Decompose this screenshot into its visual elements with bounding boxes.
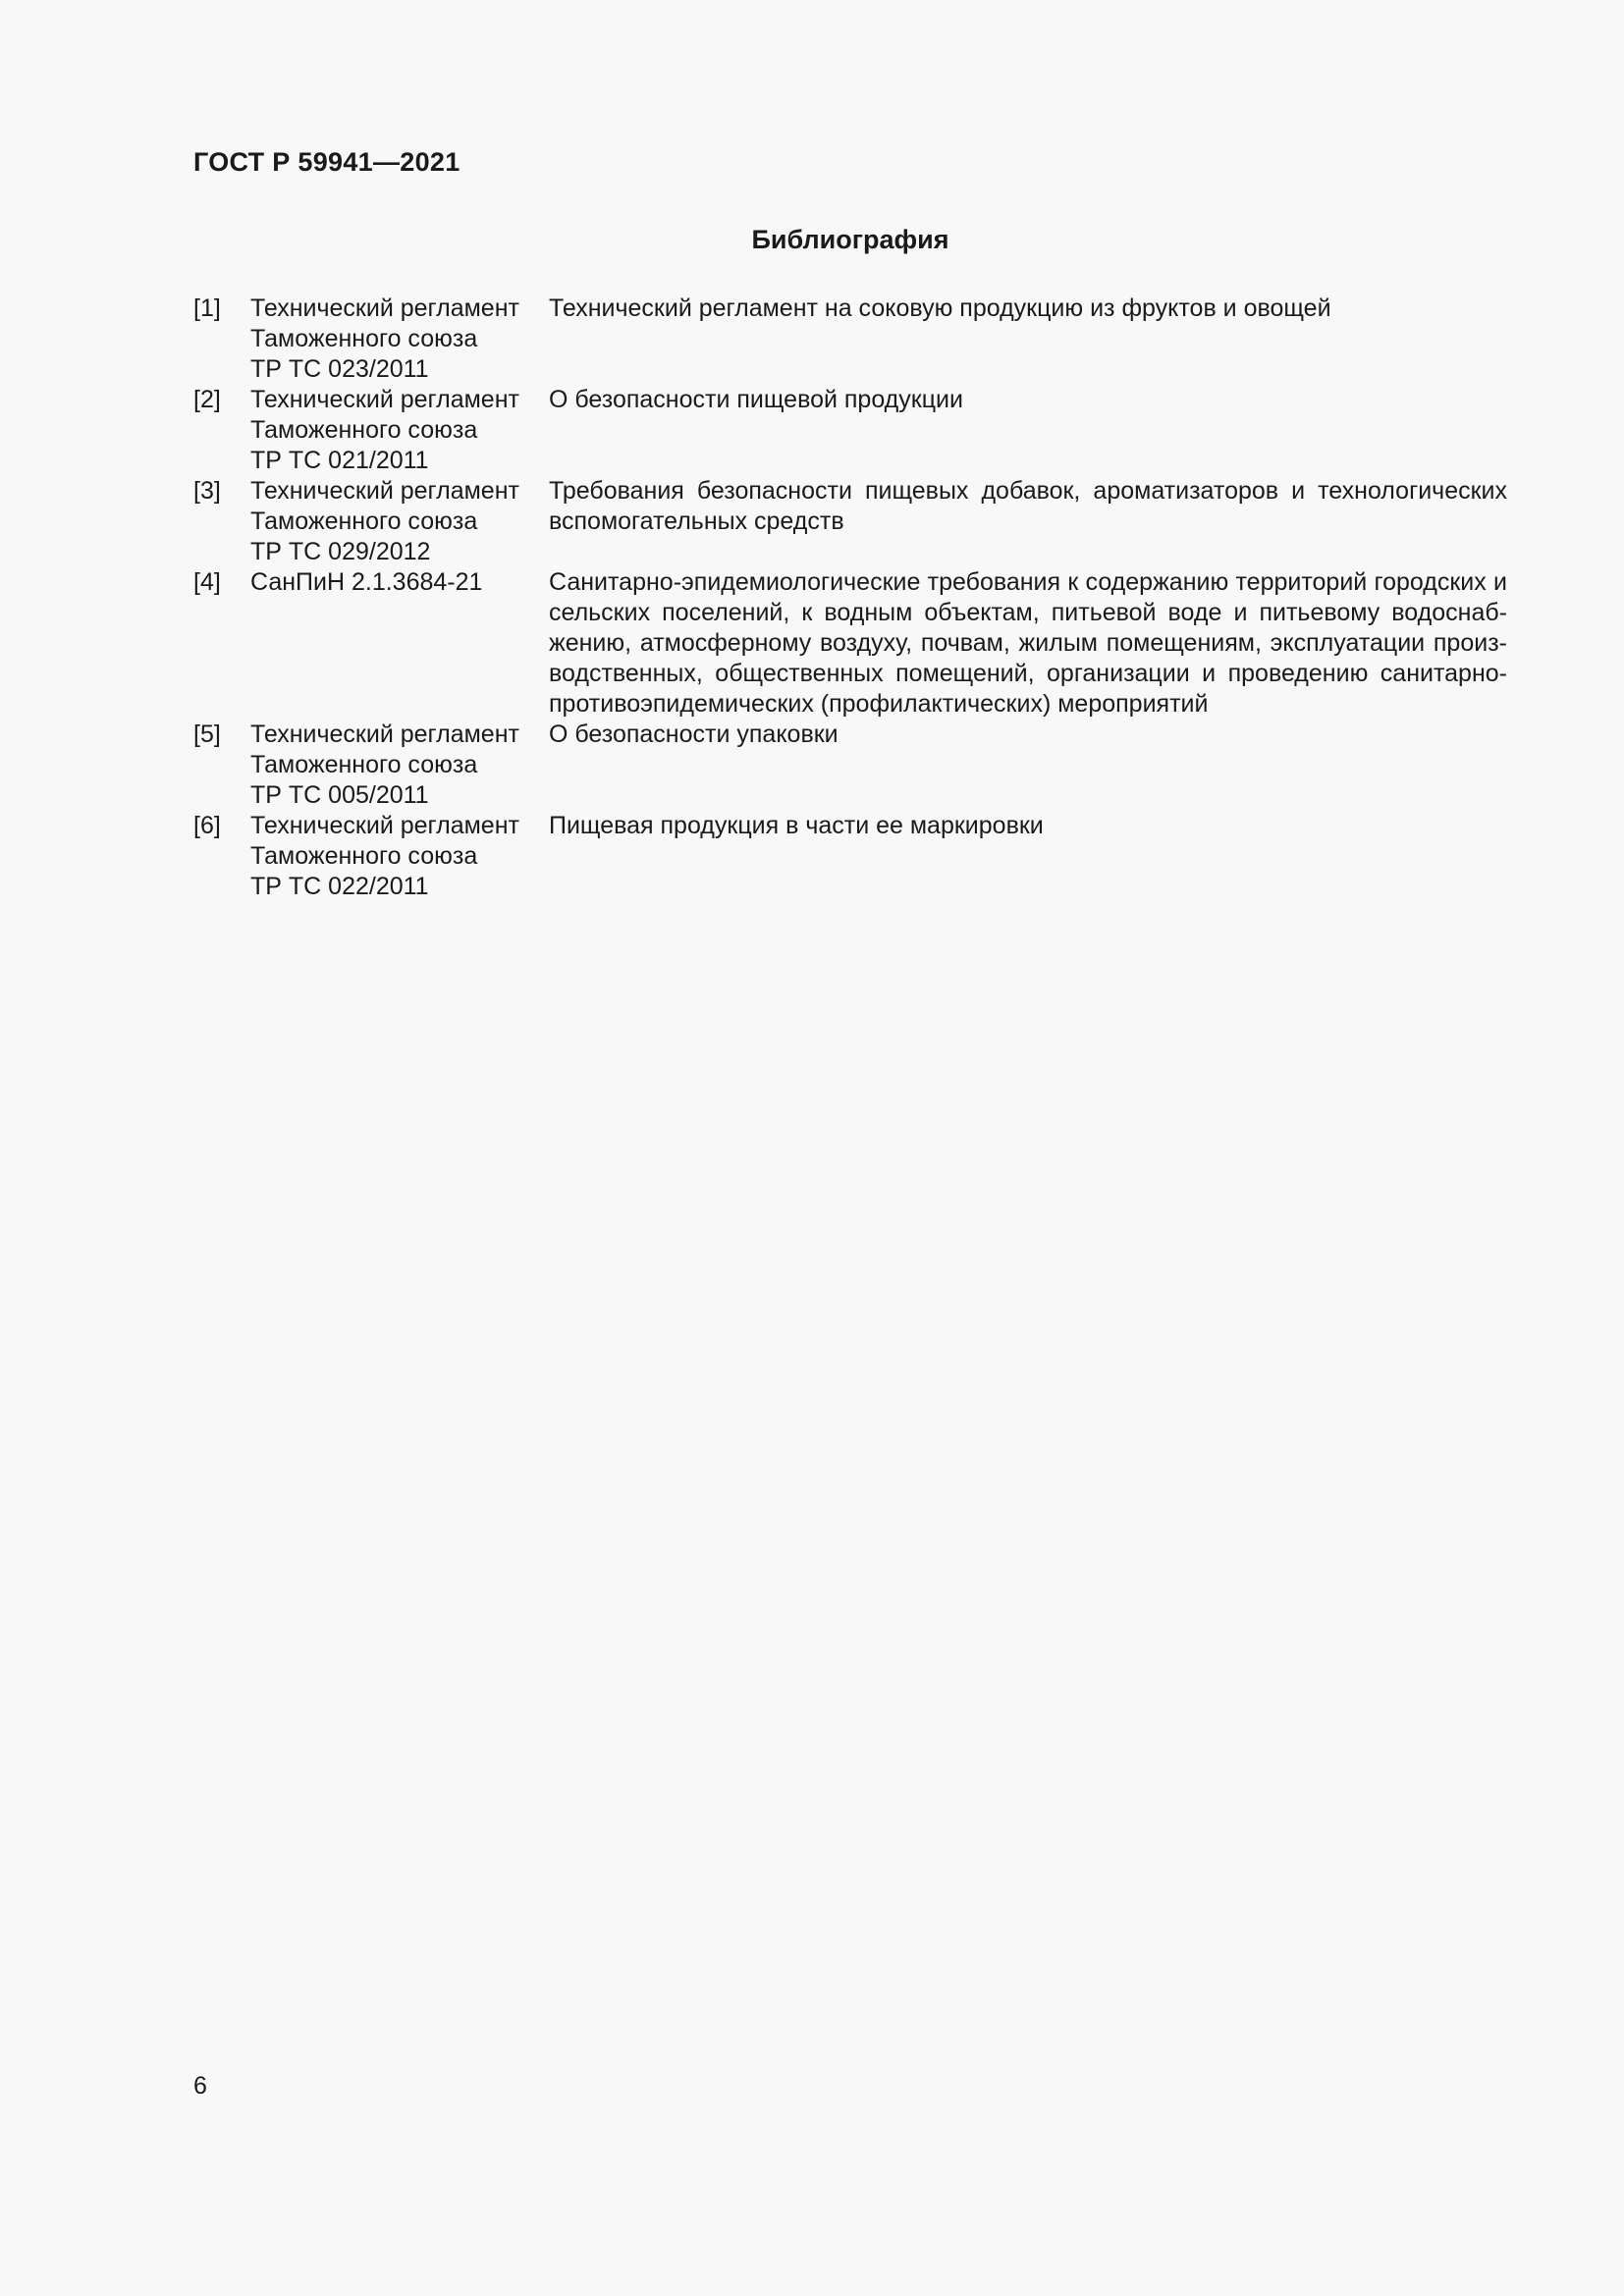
entry-source [250, 294, 549, 385]
bibliography-entry [193, 294, 1507, 385]
entry-source-line: ТР ТС 023/2011 [250, 355, 429, 383]
page-number: 6 [193, 2072, 207, 2100]
bibliography-list [193, 294, 1507, 902]
entry-number: [1] [193, 294, 221, 322]
document-code: ГОСТ Р 59941—2021 [193, 147, 460, 177]
entry-number: [2] [193, 386, 221, 413]
entry-number: [3] [193, 477, 221, 505]
entry-number: [6] [193, 812, 221, 839]
bibliography-entry [193, 385, 1507, 476]
entry-title: Санитарно-эпидемиологические требования к содержанию территорий городских и сельских поселений, к водным объектам, питьевой воде и питьевому водоснабжению, атмосферному воздуху, почвам, жилым помещениям, эксплуатации производственных, общественных помещений, организации и проведению санитарно-противоэпидемических (профилактических) мероприятий [549, 568, 1507, 718]
entry-title: Требования безопасности пищевых добавок, ароматизаторов и технологических вспомогательных средств [549, 477, 1507, 535]
entry-source-line: Технический регламент [250, 294, 519, 322]
entry-source-line: Технический регламент [250, 721, 519, 748]
entry-title: О безопасности пищевой продукции [549, 386, 963, 413]
entry-number: [4] [193, 568, 221, 596]
entry-source [250, 720, 549, 811]
entry-source-line: Таможенного союза [250, 325, 478, 352]
entry-source-line: Таможенного союза [250, 842, 478, 870]
entry-title: О безопасности упаковки [549, 721, 839, 748]
entry-source-line: СанПиН 2.1.3684-21 [250, 568, 483, 596]
entry-source-line: Таможенного союза [250, 507, 478, 535]
entry-source-line: Таможенного союза [250, 416, 478, 444]
entry-source-line: ТР ТС 022/2011 [250, 873, 429, 900]
entry-source [250, 476, 549, 567]
entry-number: [5] [193, 721, 221, 748]
entry-title: Технический регламент на соковую продукцию из фруктов и овощей [549, 294, 1331, 322]
entry-source-line: ТР ТС 029/2012 [250, 538, 431, 565]
bibliography-heading: Библиография [751, 225, 949, 254]
entry-source-line: Технический регламент [250, 477, 519, 505]
entry-source-line: Технический регламент [250, 386, 519, 413]
entry-source [250, 385, 549, 476]
entry-source [250, 811, 549, 902]
bibliography-entry [193, 567, 1507, 720]
entry-source-line: ТР ТС 005/2011 [250, 781, 429, 809]
entry-title: Пищевая продукция в части ее маркировки [549, 812, 1044, 839]
bibliography-entry [193, 720, 1507, 811]
entry-source-line: Технический регламент [250, 812, 519, 839]
entry-source-line: ТР ТС 021/2011 [250, 447, 429, 474]
entry-source [250, 567, 549, 720]
entry-source-line: Таможенного союза [250, 751, 478, 778]
bibliography-entry [193, 476, 1507, 567]
bibliography-entry [193, 811, 1507, 902]
